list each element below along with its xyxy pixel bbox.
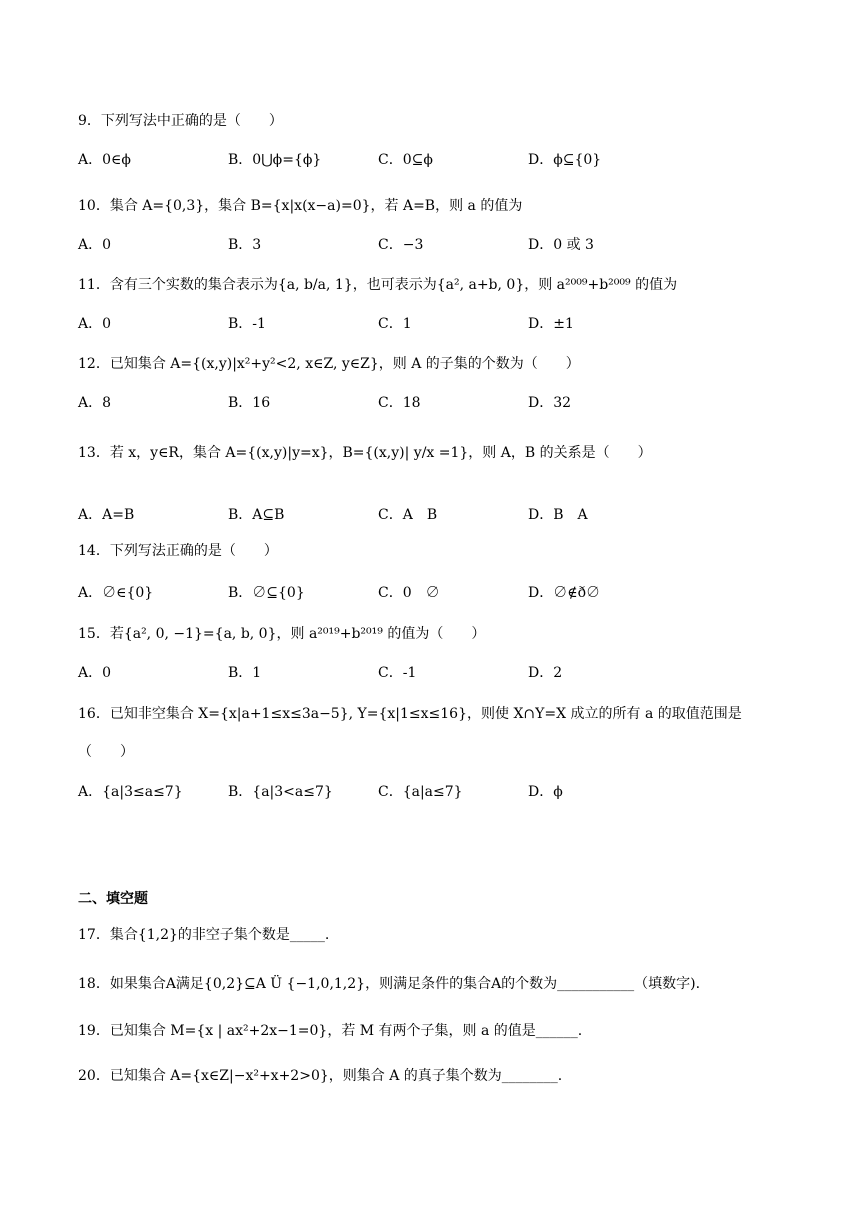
option-c: C．0 ∅ bbox=[378, 585, 440, 601]
option-c: C．{a|a≤7} bbox=[378, 784, 463, 800]
question-14-options bbox=[78, 583, 798, 603]
option-a: A．∅∈{0} bbox=[78, 585, 154, 601]
question-19: 19．已知集合 M={x | ax²+2x−1=0}，若 M 有两个子集，则 a 的值是______. bbox=[78, 1023, 583, 1039]
question-18: 18．如果集合A满足{0,2}⊆A Ü {−1,0,1,2}，则满足条件的集合A的个数为___________（填数字). bbox=[78, 976, 701, 992]
option-d: D．0 或 3 bbox=[528, 237, 594, 253]
option-a: A．8 bbox=[78, 395, 112, 411]
option-b: B．16 bbox=[228, 395, 271, 411]
question-14-stem: 14．下列写法正确的是（ ） bbox=[78, 543, 278, 559]
option-b: B．A⊆B bbox=[228, 507, 285, 523]
question-11-options bbox=[78, 314, 798, 334]
question-12-options bbox=[78, 393, 798, 413]
option-a: A．0 bbox=[78, 237, 112, 253]
question-10-options bbox=[78, 235, 798, 255]
option-a: A．0 bbox=[78, 665, 112, 681]
question-9-options bbox=[78, 150, 798, 170]
option-c: C．A B bbox=[378, 507, 438, 523]
question-20: 20．已知集合 A={x∈Z|−x²+x+2>0}，则集合 A 的真子集个数为________. bbox=[78, 1068, 563, 1084]
option-c: C．−3 bbox=[378, 237, 424, 253]
section-heading: 二、填空题 bbox=[78, 891, 148, 907]
question-10-stem: 10．集合 A={0,3}，集合 B={x|x(x−a)=0}，若 A=B，则 a 的值为 bbox=[78, 198, 523, 214]
option-c: C．0⊆ϕ bbox=[378, 152, 433, 168]
option-b: B．-1 bbox=[228, 316, 266, 332]
option-b: B．{a|3<a≤7} bbox=[228, 784, 333, 800]
option-a: A．0 bbox=[78, 316, 112, 332]
option-a: A．A=B bbox=[78, 507, 135, 523]
option-b: B．0⋃ϕ={ϕ} bbox=[228, 152, 322, 168]
question-15-stem: 15．若{a², 0, −1}={a, b, 0}，则 a²⁰¹⁹+b²⁰¹⁹ 的值为（ ） bbox=[78, 626, 486, 642]
option-a: A．{a|3≤a≤7} bbox=[78, 784, 183, 800]
option-c: C．1 bbox=[378, 316, 412, 332]
option-d: D．∅∉ð∅ bbox=[528, 585, 601, 601]
option-b: B．∅⊆{0} bbox=[228, 585, 305, 601]
option-d: D．B A bbox=[528, 507, 588, 523]
question-16-options bbox=[78, 782, 798, 802]
option-b: B．3 bbox=[228, 237, 262, 253]
option-d: D．ϕ⊆{0} bbox=[528, 152, 602, 168]
option-d: D．32 bbox=[528, 395, 572, 411]
option-d: D．2 bbox=[528, 665, 563, 681]
option-d: D．ϕ bbox=[528, 784, 563, 800]
option-d: D．±1 bbox=[528, 316, 574, 332]
question-17: 17．集合{1,2}的非空子集个数是_____. bbox=[78, 927, 330, 943]
question-15-options bbox=[78, 663, 798, 683]
question-12-stem: 12．已知集合 A={(x,y)|x²+y²<2, x∈Z, y∈Z}，则 A 的子集的个数为（ ） bbox=[78, 356, 580, 372]
question-13-stem: 13．若 x，y∈R，集合 A={(x,y)|y=x}，B={(x,y)| y/x =1}，则 A，B 的关系是（ ） bbox=[78, 445, 652, 461]
question-11-stem: 11．含有三个实数的集合表示为{a, b/a, 1}，也可表示为{a², a+b, 0}，则 a²⁰⁰⁹+b²⁰⁰⁹ 的值为 bbox=[78, 277, 678, 293]
question-16-stem: 16．已知非空集合 X={x|a+1≤x≤3a−5}, Y={x|1≤x≤16}，则使 X∩Y=X 成立的所有 a 的取值范围是 bbox=[78, 706, 742, 722]
option-a: A．0∈ϕ bbox=[78, 152, 131, 168]
option-c: C．-1 bbox=[378, 665, 417, 681]
question-16-stem-continued: （ ） bbox=[78, 744, 134, 760]
question-9-stem: 9．下列写法中正确的是（ ） bbox=[78, 113, 283, 129]
option-b: B．1 bbox=[228, 665, 262, 681]
question-13-options bbox=[78, 505, 798, 525]
option-c: C．18 bbox=[378, 395, 421, 411]
